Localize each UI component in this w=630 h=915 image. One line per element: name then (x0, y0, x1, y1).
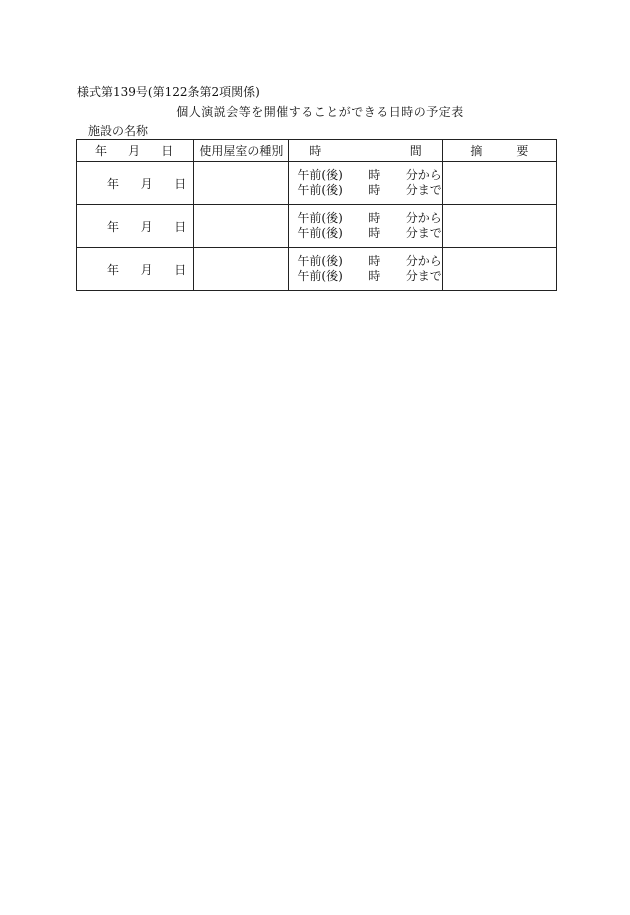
time-from-minute: 分から (405, 211, 442, 225)
time-from-hour: 時 (368, 254, 381, 268)
header-date (77, 140, 194, 162)
form-number: 様式第139号(第122条第2項関係) (77, 85, 260, 99)
time-from-minute: 分から (405, 254, 442, 268)
time-to-ampm: 午前(後) (297, 183, 343, 197)
date-month-label: 月 (140, 219, 153, 234)
time-to-line (297, 183, 441, 198)
time-cell[interactable] (289, 205, 442, 248)
header-date-year: 年 (95, 144, 108, 158)
time-from-minute: 分から (405, 168, 442, 182)
time-to-line (297, 269, 441, 284)
time-to-line (297, 226, 441, 241)
table-row (77, 248, 557, 291)
document-title: 個人演説会等を開催することができる日時の予定表 (176, 105, 464, 119)
time-from-ampm: 午前(後) (297, 254, 343, 268)
time-to-minute: 分まで (405, 183, 442, 197)
table-row (77, 205, 557, 248)
remarks-cell[interactable] (442, 205, 556, 248)
time-from-line (297, 168, 441, 183)
header-room-type (194, 140, 289, 162)
time-to-minute: 分まで (405, 269, 442, 283)
date-year-label: 年 (107, 219, 120, 234)
room-type-cell[interactable] (194, 205, 289, 248)
time-to-hour: 時 (368, 183, 381, 197)
header-date-day: 日 (161, 144, 174, 158)
time-cell[interactable] (289, 162, 442, 205)
date-month-label: 月 (140, 262, 153, 277)
date-cell[interactable] (77, 248, 194, 291)
header-remarks-part1: 摘 (470, 144, 483, 158)
header-time-part2: 間 (409, 144, 422, 158)
header-remarks-part2: 要 (516, 144, 529, 158)
time-from-hour: 時 (368, 168, 381, 182)
time-cell[interactable] (289, 248, 442, 291)
header-date-month: 月 (128, 144, 141, 158)
time-to-ampm: 午前(後) (297, 226, 343, 240)
time-to-hour: 時 (368, 269, 381, 283)
table-header-row (77, 140, 557, 162)
time-from-line (297, 211, 441, 226)
remarks-cell[interactable] (442, 248, 556, 291)
date-month-label: 月 (140, 176, 153, 191)
time-to-minute: 分まで (405, 226, 442, 240)
remarks-cell[interactable] (442, 162, 556, 205)
time-from-hour: 時 (368, 211, 381, 225)
header-remarks (442, 140, 556, 162)
time-from-ampm: 午前(後) (297, 168, 343, 182)
date-day-label: 日 (174, 262, 187, 277)
time-to-ampm: 午前(後) (297, 269, 343, 283)
header-time-part1: 時 (309, 144, 322, 158)
date-cell[interactable] (77, 162, 194, 205)
date-day-label: 日 (174, 219, 187, 234)
header-room-type-label: 使用屋室の種別 (199, 144, 284, 158)
time-to-hour: 時 (368, 226, 381, 240)
schedule-table (76, 139, 557, 291)
room-type-cell[interactable] (194, 162, 289, 205)
facility-name-label: 施設の名称 (88, 124, 149, 138)
time-from-ampm: 午前(後) (297, 211, 343, 225)
time-from-line (297, 254, 441, 269)
header-time (289, 140, 442, 162)
room-type-cell[interactable] (194, 248, 289, 291)
date-year-label: 年 (107, 176, 120, 191)
date-cell[interactable] (77, 205, 194, 248)
table-row (77, 162, 557, 205)
date-year-label: 年 (107, 262, 120, 277)
date-day-label: 日 (174, 176, 187, 191)
